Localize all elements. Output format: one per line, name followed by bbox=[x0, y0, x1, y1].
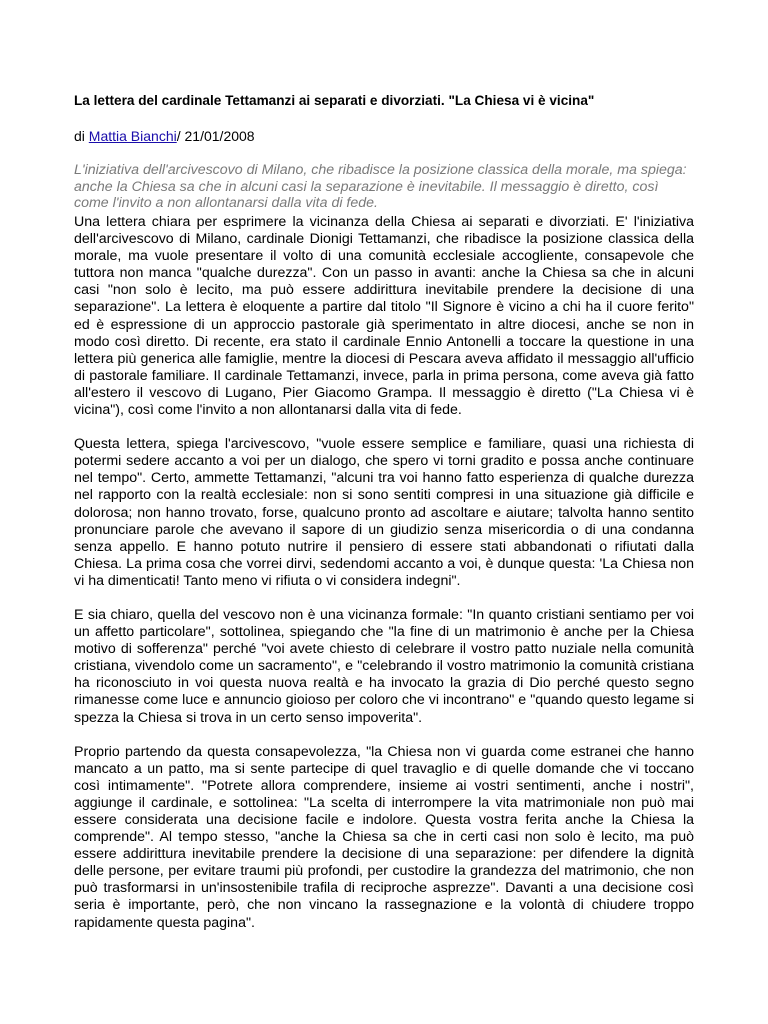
article-body bbox=[74, 214, 694, 949]
article-title: La lettera del cardinale Tettamanzi ai separati e divorziati. "La Chiesa vi è vicina" bbox=[74, 93, 595, 108]
paragraph-1: Una lettera chiara per esprimere la vicinanza della Chiesa ai separati e divorziati. E' l'iniziativa dell'arcivescovo di Milano, cardinale Dionigi Tettamanzi, che ribadisce la posizione classica della morale, ma vuole presentare il volto di una comunità ecclesiale accogliente, consapevole che tuttora non manca "qualche durezza". Con un passo in avanti: anche la Chiesa sa che in alcuni casi "non solo è lecito, ma può essere addirittura inevitabile prendere la decisione di una separazione". La lettera è eloquente a partire dal titolo "Il Signore è vicino a chi ha il cuore ferito" ed è espressione di un approccio pastorale già sperimentato in altre diocesi, anche se non in modo così diretto. Di recente, era stato il cardinale Ennio Antonelli a toccare la questione in una lettera più generica alle famiglie, mentre la diocesi di Pescara aveva affidato il messaggio all'ufficio di pastorale familiare. Il cardinale Tettamanzi, invece, parla in prima persona, come aveva già fatto all'estero il vescovo di Lugano, Pier Giacomo Grampa. Il messaggio è diretto ("La Chiesa vi è vicina"), così come l'invito a non allontanarsi dalla vita di fede. bbox=[74, 214, 694, 419]
author-link[interactable]: Mattia Bianchi bbox=[88, 128, 177, 144]
byline bbox=[74, 127, 255, 145]
paragraph-4: Proprio partendo da questa consapevolezza, "la Chiesa non vi guarda come estranei che hanno mancato a un patto, ma si sente partecipe di quel travaglio e di quelle domande che vi toccano così intimamente". "Potrete allora comprendere, insieme ai vostri sentimenti, anche i nostri", aggiunge il cardinale, e sottolinea: "La scelta di interrompere la vita matrimoniale non può mai essere considerata una decisione facile e indolore. Questa vostra ferita anche la Chiesa la comprende". Al tempo stesso, "anche la Chiesa sa che in certi casi non solo è lecito, ma può essere addirittura inevitabile prendere la decisione di una separazione: per difendere la dignità delle persone, per evitare traumi più profondi, per custodire la grandezza del matrimonio, che non può trasformarsi in un'insostenibile trafila di reciproche asprezze". Davanti a una decisione così seria è importante, però, che non vincano la rassegnazione e la volontà di chiudere troppo rapidamente questa pagina". bbox=[74, 743, 694, 931]
paragraph-3: E sia chiaro, quella del vescovo non è una vicinanza formale: "In quanto cristiani sentiamo per voi un affetto particolare", sottolinea, spiegando che "la fine di un matrimonio è anche per la Chiesa motivo di sofferenza" perché "voi avete chiesto di celebrare il vostro patto nuziale nella comunità cristiana, vivendolo come un sacramento", e "celebrando il vostro matrimonio la comunità cristiana ha riconosciuto in voi questa nuova realtà e ha invocato la grazia di Dio perché questo segno rimanesse come luce e annuncio gioioso per coloro che vi incontrano" e "quando questo legame si spezza la Chiesa si trova in un certo senso impoverita". bbox=[74, 606, 694, 726]
article-lead: L'iniziativa dell'arcivescovo di Milano, che ribadisce la posizione classica della morale, ma spiega: anche la Chiesa sa che in alcuni casi la separazione è inevitabile. Il messaggio è diretto, così come l'invito a non allontanarsi dalla vita di fede. bbox=[74, 162, 687, 212]
paragraph-2: Questa lettera, spiega l'arcivescovo, "vuole essere semplice e familiare, quasi una richiesta di potermi sedere accanto a voi per un dialogo, che spero vi torni gradito e possa anche continuare nel tempo". Certo, ammette Tettamanzi, "alcuni tra voi hanno fatto esperienza di qualche durezza nel rapporto con la realtà ecclesiale: non si sono sentiti compresi in una situazione già difficile e dolorosa; non hanno trovato, forse, qualcuno pronto ad ascoltare e aiutare; talvolta hanno sentito pronunciare parole che avevano il sapore di un giudizio senza misericordia o di una condanna senza appello. E hanno potuto nutrire il pensiero di essere stati abbandonati o rifiutati dalla Chiesa. La prima cosa che vorrei dirvi, sedendomi accanto a voi, è dunque questa: 'La Chiesa non vi ha dimenticati! Tanto meno vi rifiuta o vi considera indegni". bbox=[74, 436, 694, 589]
byline-prefix: di bbox=[74, 128, 89, 144]
publication-date: / 21/01/2008 bbox=[176, 128, 255, 144]
